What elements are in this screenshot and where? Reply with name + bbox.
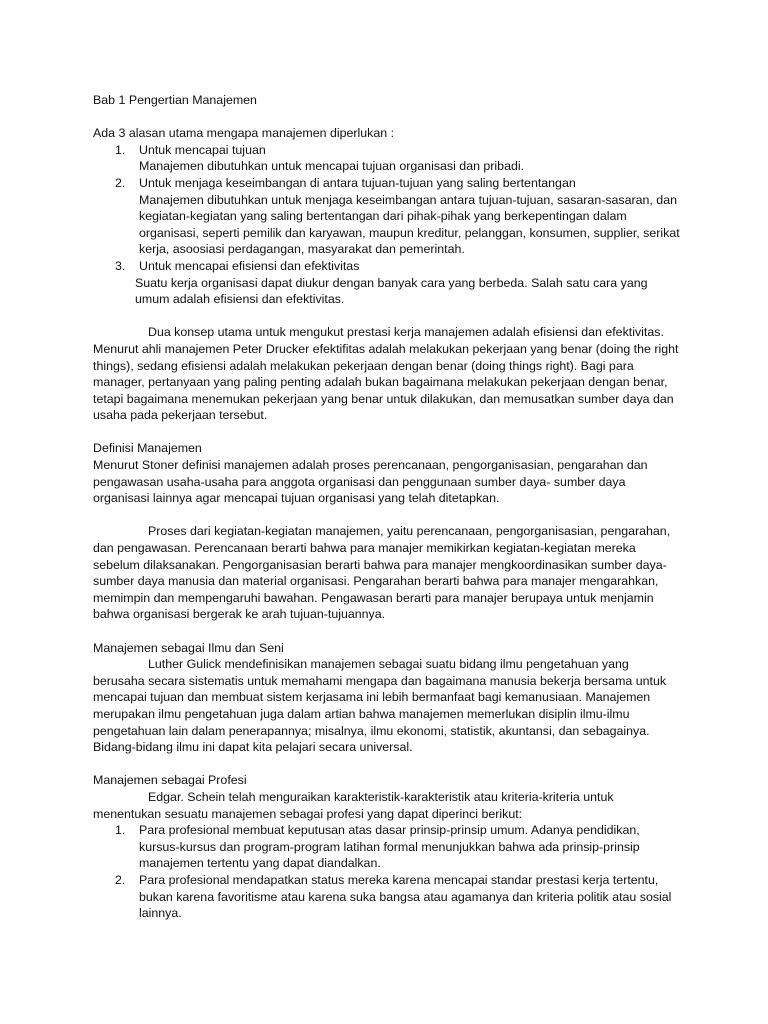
list-number: 3. xyxy=(115,258,126,273)
intro-text: Ada 3 alasan utama mengapa manajemen diperlukan : xyxy=(93,126,395,141)
section-heading-definisi: Definisi Manajemen xyxy=(93,441,202,456)
list-item-body: Manajemen dibutuhkan untuk menjaga keseimbangan antara tujuan-tujuan, sasaran-sasaran, dan kegiatan-kegiatan yang saling bertentangan dari pihak-pihak yang berkepentingan dalam organisasi, seperti pemilik dan karyawan, maupun kreditur, pelanggan, konsumen, supplier, serikat kerja, asoosiasi perdagangan, masyarakat dan pemerintah. xyxy=(139,192,680,257)
list-item xyxy=(93,822,683,872)
list-item-body: Manajemen dibutuhkan untuk mencapai tujuan organisasi dan pribadi. xyxy=(139,159,525,174)
paragraph-profesi: Edgar. Schein telah menguraikan karakteristik-karakteristik atau kriteria-kriteria untuk menentukan sesuatu manajemen sebagai profesi yang dapat diperinci berikut: xyxy=(93,789,614,821)
section-heading-ilmu: Manajemen sebagai Ilmu dan Seni xyxy=(93,640,284,655)
list-item-title: Untuk menjaga keseimbangan di antara tujuan-tujuan yang saling bertentangan xyxy=(139,175,576,190)
reasons-list xyxy=(93,142,683,308)
section-heading-profesi: Manajemen sebagai Profesi xyxy=(93,773,247,788)
list-item-body: Para profesional mendapatkan status mereka karena mencapai standar prestasi kerja tertentu, bukan karena favoritisme atau karena suka bangsa atau agamanya dan kriteria politik atau sosial lainnya. xyxy=(139,872,672,921)
document-title: Bab 1 Pengertian Manajemen xyxy=(93,93,257,107)
list-number: 1. xyxy=(115,142,126,157)
list-item xyxy=(93,258,683,308)
paragraph-definisi: Menurut Stoner definisi manajemen adalah proses perencanaan, pengorganisasian, pengarahan dan pengawasan usaha-usaha para anggota organisasi dan penggunaan sumber daya- sumber daya organisasi lainnya agar mencapai tujuan organisasi yang telah ditetapkan. xyxy=(93,458,648,506)
list-item-title: Untuk mencapai tujuan xyxy=(139,142,266,157)
list-item-body: Para profesional membuat keputusan atas dasar prinsip-prinsip umum. Adanya pendidikan, kursus-kursus dan program-program latihan formal menunjukkan bahwa ada prinsip-prinsip manajemen tertentu yang dapat diandalkan. xyxy=(139,823,640,871)
paragraph-konsep: Dua konsep utama untuk mengukut prestasi kerja manajemen adalah efisiensi dan efektivitas. Menurut ahli manajemen Peter Drucker efektifitas adalah melakukan pekerjaan yang benar (doing the right things), sedang efisiensi adalah melakukan pekerjaan dengan benar (doing things right). Bagi para manager, pertanyaan yang paling penting adalah bukan bagaimana melakukan pekerjaan dengan benar, tetapi bagaimana menemukan pekerjaan yang benar untuk dilakukan, dan memusatkan sumber daya dan usaha pada pekerjaan tersebut. xyxy=(93,325,679,423)
list-number: 1. xyxy=(115,823,126,838)
profesi-list xyxy=(93,822,683,922)
paragraph-ilmu: Luther Gulick mendefinisikan manajemen sebagai suatu bidang ilmu pengetahuan yang berusaha secara sistematis untuk memahami mengapa dan bagaimana manusia bekerja bersama untuk mencapai tujuan dan membuat sistem kerjasama ini lebih bermanfaat bagi kemanusiaan. Manajemen merupakan ilmu pengetahuan juga dalam artian bahwa manajemen memerlukan disiplin ilmu-ilmu pengetahuan lain dalam penerapannya; misalnya, ilmu ekonomi, statistik, akuntansi, dan sebagainya. Bidang-bidang ilmu ini dapat kita pelajari secara universal. xyxy=(93,657,667,755)
document-page xyxy=(93,92,683,922)
list-item xyxy=(93,872,683,922)
paragraph-proses: Proses dari kegiatan-kegiatan manajemen, yaitu perencanaan, pengorganisasian, pengarahan, dan pengawasan. Perencanaan berarti bahwa para manajer memikirkan kegiatan-kegiatan mereka sebelum dilaksanakan. Pengorganisasian berarti bahwa para manajer mengkoordinasikan sumber daya-sumber daya manusia dan material organisasi. Pengarahan berarti bahwa para manajer mengarahkan, memimpin dan mempengaruhi bawahan. Pengawasan berarti para manajer berupaya untuk menjamin bahwa organisasi bergerak ke arah tujuan-tujuannya. xyxy=(93,524,671,622)
list-item xyxy=(93,142,683,175)
list-number: 2. xyxy=(115,872,126,887)
list-item-body: Suatu kerja organisasi dapat diukur dengan banyak cara yang berbeda. Salah satu cara yang umum adalah efisiensi dan efektivitas. xyxy=(135,275,648,307)
list-number: 2. xyxy=(115,175,126,190)
list-item xyxy=(93,175,683,258)
list-item-title: Untuk mencapai efisiensi dan efektivitas xyxy=(139,258,360,273)
